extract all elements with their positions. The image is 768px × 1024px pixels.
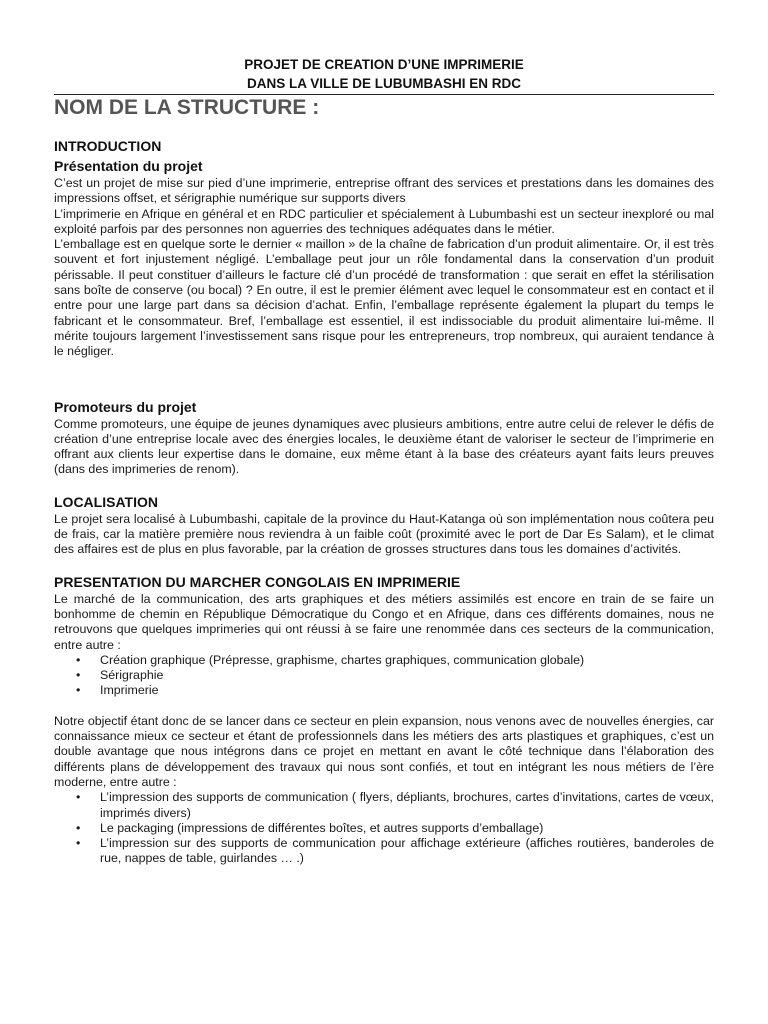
bullet-icon: •	[76, 820, 81, 835]
intro-paragraph-1: C’est un projet de mise sur pied d’une imprimerie, entreprise offrant des services et prestations dans les domaines des impressions offset, et sérigraphie numérique sur supports divers	[54, 176, 714, 206]
intro-paragraph-2: L’imprimerie en Afrique en général et en RDC particulier et spécialement à Lubumbashi est un secteur inexploré ou mal exploité parfois par des personnes non aguerries des techniques adéquates dans le métier.	[54, 206, 714, 236]
promoteurs-paragraph: Comme promoteurs, une équipe de jeunes dynamiques avec plusieurs ambitions, entre autre celui de relever le défis de création d’une entreprise locale avec des énergies locales, le deuxième étant de valoriser le secteur de l’imprimerie en offrant aux clients leur expertise dans le domaine, eux même étant à la base des créateurs ayant faits leurs preuves (dans des imprimeries de renom).	[54, 416, 714, 477]
objective-paragraph: Notre objectif étant donc de se lancer dans ce secteur en plein expansion, nous venons avec de nouvelles énergies, car connaissance mieux ce secteur et étant de professionnels dans les métiers des arts plastiques et graphiques, c’est un double avantage que nous intégrons dans ce projet en mettant en avant le côté technique dans l’élaboration des différents plans de développement des travaux qui nous sont confiés, et tout en intégrant les nous métiers de l’ère moderne, entre autre :	[54, 713, 714, 789]
introduction-heading: INTRODUCTION	[54, 138, 162, 154]
localisation-paragraph: Le projet sera localisé à Lubumbashi, capitale de la province du Haut-Katanga où son implémentation nous coûtera peu de frais, car la matière première nous reviendra à un faible coût (proximité avec le port de Dar Es Salam), et le climat des affaires est de plus en plus favorable, par la création de grosses structures dans tous les domaines d’activités.	[54, 511, 714, 557]
list-item: • L’impression des supports de communication ( flyers, dépliants, brochures, cartes d’invitations, cartes de vœux, imprimés divers)	[76, 790, 714, 820]
list-item: • Création graphique (Prépresse, graphisme, chartes graphiques, communication globale)	[76, 652, 585, 667]
bullet-icon: •	[76, 836, 81, 851]
list-item: • Sérigraphie	[76, 668, 164, 683]
services-list	[54, 653, 714, 699]
intro-paragraph-3: L’emballage est en quelque sorte le dernier « maillon » de la chaîne de fabrication d’un produit alimentaire. Or, il est très souvent et fort injustement négligé. L’emballage peut jour un rôle fondamental dans la conservation d’un produit périssable. Il peut constituer d’ailleurs le facture clé d’un procédé de transformation : que serait en effet la stérilisation sans boîte de conserve (ou bocal) ? En outre, il est le premier élément avec lequel le consommateur est en contact et il entre pour une large part dans sa décision d’achat. Enfin, l’emballage représente également la plupart du temps le fabricant et le consommateur. Bref, l’emballage est essentiel, il est indissociable du produit alimentaire lui-même. Il mérite toujours largement l’investissement sans risque pour les entrepreneurs, trop nombreux, qui auraient tendance à le négliger.	[54, 237, 714, 359]
title-line-2: DANS LA VILLE DE LUBUMBASHI EN RDC	[246, 76, 521, 91]
title-line-1: PROJET DE CREATION D’UNE IMPRIMERIE	[244, 57, 524, 72]
list-item: • Le packaging (impressions de différentes boîtes, et autres supports d’emballage)	[76, 820, 544, 835]
bullet-icon: •	[76, 668, 81, 683]
list-item: • Imprimerie	[76, 683, 159, 698]
offerings-list	[54, 790, 714, 866]
bullet-icon: •	[76, 652, 81, 667]
marche-heading: PRESENTATION DU MARCHER CONGOLAIS EN IMPRIMERIE	[54, 573, 461, 590]
list-item: • L’impression sur des supports de communication pour affichage extérieure (affiches routières, banderoles de rue, nappes de table, guirlandes … .)	[76, 836, 714, 866]
marche-intro-paragraph: Le marché de la communication, des arts graphiques et des métiers assimilés est encore en train de se faire un bonhomme de chemin en République Démocratique du Congo et en Afrique, dans ces différents domaines, nous ne retrouvons que quelques imprimeries qui ont réussi à se faire une renommée dans ces secteurs de la communication, entre autre :	[54, 591, 714, 652]
spacer	[54, 699, 714, 714]
bullet-icon: •	[76, 790, 81, 805]
localisation-heading: LOCALISATION	[54, 493, 158, 510]
structure-name-label: NOM DE LA STRUCTURE :	[54, 96, 320, 119]
presentation-subheading: Présentation du projet	[54, 158, 203, 174]
document-title	[54, 0, 714, 93]
bullet-icon: •	[76, 683, 81, 698]
promoteurs-heading: Promoteurs du projet	[54, 398, 197, 415]
